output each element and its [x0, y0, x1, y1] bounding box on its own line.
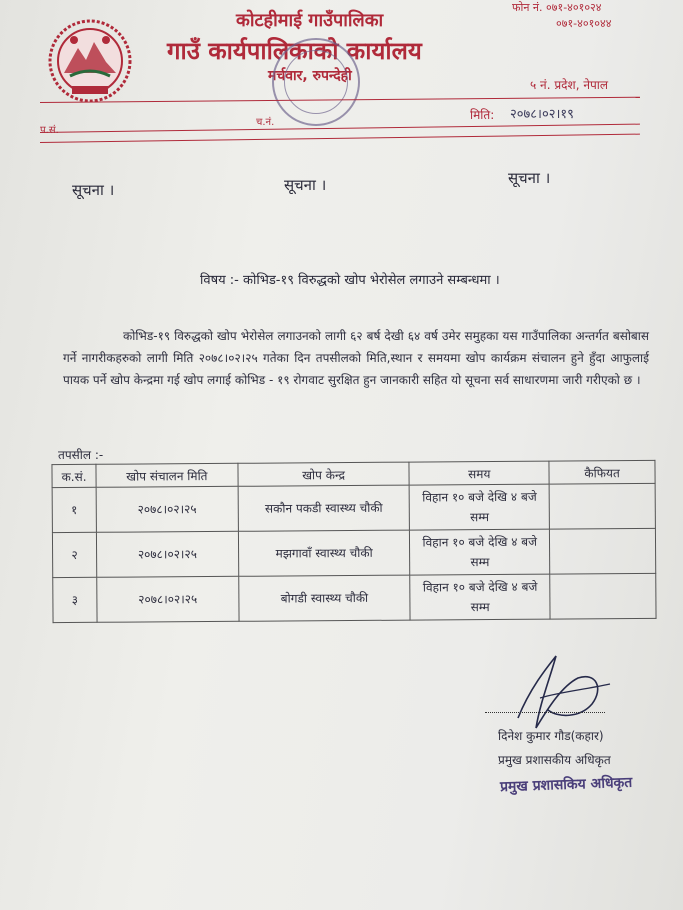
cell-time: विहान १० बजे देखि ४ बजे सम्म [409, 484, 549, 530]
cell-center: बोगडी स्वास्थ्य चौकी [238, 575, 410, 621]
cell-date: २०७८।०२।२५ [96, 531, 238, 577]
header-date: खोप संचालन मिति [96, 463, 238, 487]
notice-heading-left: सूचना । [72, 181, 115, 199]
table-row [53, 573, 656, 622]
phone-number-1: फोन नं. ०७१-४०१०२४ [512, 1, 602, 14]
notice-heading-right: सूचना । [508, 169, 551, 187]
date-label: मिति: [470, 108, 495, 122]
designation-stamp: प्रमुख प्रशासकिय अधिकृत [499, 774, 633, 796]
cn-label: च.नं. [256, 117, 275, 128]
table-row [52, 483, 655, 532]
cell-center: मझगावाँ स्वास्थ्य चौकी [238, 530, 410, 576]
letterhead-rule-bottom [40, 134, 640, 143]
table-row [52, 528, 655, 577]
subject-line: विषय :- कोभिड-१९ विरुद्धको खोप भेरोसेल लगाउने सम्बन्धमा । [200, 273, 500, 288]
cell-serial: २ [52, 532, 96, 577]
header-serial: क.सं. [52, 464, 96, 487]
office-round-stamp [272, 38, 360, 126]
signatory-title: प्रमुख प्रशासकीय अधिकृत [498, 753, 611, 767]
header-center: खोप केन्द्र [238, 462, 410, 486]
handwritten-signature [500, 648, 620, 738]
province-label: ५ नं. प्रदेश, नेपाल [530, 78, 609, 92]
cell-center: सकौन पकडी स्वास्थ्य चौकी [238, 485, 410, 531]
phone-number-2: ०७१-४०१०४४ [556, 17, 612, 30]
cell-date: २०७८।०२।२५ [96, 486, 238, 532]
office-location: मर्चवार, रुपन्देही [268, 68, 352, 84]
municipality-name: कोटहीमाई गाउँपालिका [236, 10, 384, 31]
body-paragraph-text: कोभिड-१९ विरुद्धको खोप भेरोसेल लगाउनको लागी ६२ बर्ष देखी ६४ वर्ष उमेर समुहका यस गाउँपालिका अन्तर्गत बसोबास गर्ने नागरीकहरुको लागी मिति २०७८।०२।२५ गतेका दिन तपसीलको मिति,स्थान र समयमा खोप कार्यक्रम संचालन हुने हुँदा आफुलाई पायक पर्ने खोप केन्द्रमा गई खोप लगाई कोभिड - १९ रोगवाट सुरक्षित हुन जानकारी सहित यो सूचना सर्व साधारणमा जारी गरीएको छ । [63, 329, 649, 387]
nepal-emblem-logo [44, 18, 136, 104]
letterhead-rule-middle [40, 124, 640, 133]
signatory-name: दिनेश कुमार गौड(कहार) [498, 729, 604, 743]
cell-serial: १ [52, 487, 96, 532]
date-value: २०७८।०२।१९ [510, 107, 574, 122]
cell-time: विहान १० बजे देखि ४ बजे सम्म [410, 574, 550, 620]
notice-heading-center: सूचना । [284, 176, 327, 194]
office-name: गाउँ कार्यपालिकाको कार्यालय [167, 37, 422, 65]
cell-remarks [550, 528, 656, 574]
header-time: समय [409, 461, 549, 485]
cell-remarks [550, 573, 656, 619]
schedule-table [51, 460, 656, 623]
schedule-label: तपसील :- [58, 448, 104, 462]
ps-label: प.सं. [40, 125, 59, 136]
body-paragraph [63, 325, 649, 391]
cell-time: विहान १० बजे देखि ४ बजे सम्म [410, 529, 550, 575]
signature-line [485, 712, 605, 713]
cell-date: २०७८।०२।२५ [97, 576, 239, 622]
cell-remarks [549, 483, 655, 529]
cell-serial: ३ [53, 577, 97, 622]
header-remarks: कैफियत [549, 460, 655, 484]
